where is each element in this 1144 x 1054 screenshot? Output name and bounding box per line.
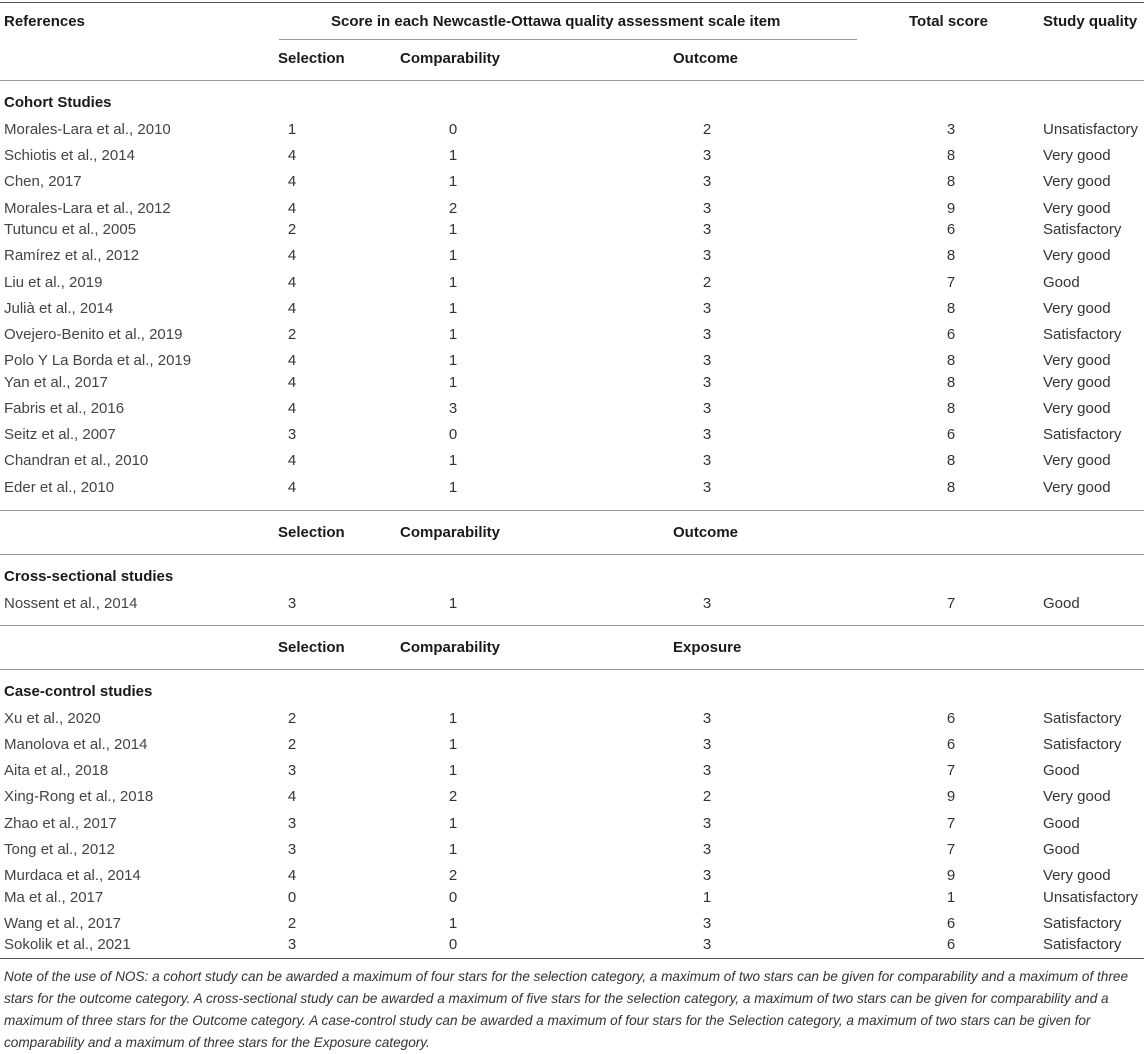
reference-cell: Morales-Lara et al., 2012 bbox=[4, 200, 171, 217]
table-row bbox=[0, 784, 1144, 810]
reference-cell: Chen, 2017 bbox=[4, 173, 82, 190]
total-score-cell: 7 bbox=[946, 815, 956, 832]
reference-cell: Manolova et al., 2014 bbox=[4, 736, 148, 753]
outcome-cell: 3 bbox=[702, 762, 712, 779]
total-score-cell: 9 bbox=[946, 200, 956, 217]
header-study-quality: Study quality bbox=[1043, 13, 1138, 30]
study-quality-cell: Very good bbox=[1043, 452, 1111, 469]
reference-cell: Yan et al., 2017 bbox=[4, 374, 108, 391]
total-score-cell: 6 bbox=[946, 710, 956, 727]
comparability-cell: 3 bbox=[448, 400, 458, 417]
cc-section-title-row bbox=[0, 679, 1144, 705]
total-score-cell: 9 bbox=[946, 788, 956, 805]
study-quality-cell: Very good bbox=[1043, 479, 1111, 496]
table-row bbox=[0, 422, 1144, 448]
table-row bbox=[0, 296, 1144, 322]
selection-cell: 3 bbox=[287, 841, 297, 858]
outcome-cell: 3 bbox=[702, 595, 712, 612]
reference-cell: Aita et al., 2018 bbox=[4, 762, 109, 779]
outcome-cell: 3 bbox=[702, 867, 712, 884]
study-quality-cell: Satisfactory bbox=[1043, 326, 1122, 343]
outcome-cell: 3 bbox=[702, 221, 712, 238]
selection-cell: 3 bbox=[287, 762, 297, 779]
comparability-cell: 1 bbox=[448, 479, 458, 496]
selection-cell: 4 bbox=[287, 479, 297, 496]
comparability-cell: 1 bbox=[448, 326, 458, 343]
comparability-cell: 1 bbox=[448, 710, 458, 727]
reference-cell: Ma et al., 2017 bbox=[4, 889, 104, 906]
comparability-cell: 1 bbox=[448, 247, 458, 264]
cross-subheader-rule bbox=[0, 554, 1144, 555]
reference-cell: Xu et al., 2020 bbox=[4, 710, 101, 727]
total-score-cell: 7 bbox=[946, 841, 956, 858]
comparability-cell: 0 bbox=[448, 936, 458, 953]
comparability-cell: 1 bbox=[448, 841, 458, 858]
selection-cell: 4 bbox=[287, 374, 297, 391]
outcome-cell: 3 bbox=[702, 147, 712, 164]
score-group-rule bbox=[279, 39, 857, 40]
reference-cell: Tong et al., 2012 bbox=[4, 841, 115, 858]
outcome-cell: 3 bbox=[702, 300, 712, 317]
selection-cell: 0 bbox=[287, 889, 297, 906]
outcome-cell: 3 bbox=[702, 326, 712, 343]
outcome-cell: 3 bbox=[702, 479, 712, 496]
comparability-cell: 0 bbox=[448, 121, 458, 138]
study-quality-cell: Satisfactory bbox=[1043, 710, 1122, 727]
reference-cell: Sokolik et al., 2021 bbox=[4, 936, 131, 953]
total-score-cell: 1 bbox=[946, 889, 956, 906]
comparability-cell: 1 bbox=[448, 352, 458, 369]
comparability-cell: 1 bbox=[448, 762, 458, 779]
header-score-group: Score in each Newcastle-Ottawa quality assessment scale item bbox=[331, 13, 781, 30]
table-row bbox=[0, 885, 1144, 911]
cc-header-comparability: Comparability bbox=[400, 639, 501, 656]
total-score-cell: 8 bbox=[946, 300, 956, 317]
outcome-cell: 3 bbox=[702, 736, 712, 753]
total-score-cell: 7 bbox=[946, 595, 956, 612]
table-row bbox=[0, 591, 1144, 617]
cohort-bottom-rule bbox=[0, 510, 1144, 511]
outcome-cell: 3 bbox=[702, 200, 712, 217]
comparability-cell: 1 bbox=[448, 736, 458, 753]
header-outcome: Outcome bbox=[673, 50, 739, 67]
selection-cell: 4 bbox=[287, 274, 297, 291]
cohort-section-title: Cohort Studies bbox=[4, 94, 112, 111]
table-row bbox=[0, 169, 1144, 195]
study-quality-cell: Satisfactory bbox=[1043, 936, 1122, 953]
outcome-cell: 2 bbox=[702, 788, 712, 805]
study-quality-cell: Very good bbox=[1043, 867, 1111, 884]
selection-cell: 3 bbox=[287, 426, 297, 443]
comparability-cell: 1 bbox=[448, 374, 458, 391]
header-selection: Selection bbox=[278, 50, 345, 67]
study-quality-cell: Unsatisfactory bbox=[1043, 889, 1139, 906]
outcome-cell: 1 bbox=[702, 889, 712, 906]
reference-cell: Wang et al., 2017 bbox=[4, 915, 122, 932]
selection-cell: 1 bbox=[287, 121, 297, 138]
study-quality-cell: Very good bbox=[1043, 173, 1111, 190]
table-top-rule bbox=[0, 2, 1144, 3]
selection-cell: 4 bbox=[287, 200, 297, 217]
study-quality-cell: Good bbox=[1043, 815, 1080, 832]
cross-header-selection: Selection bbox=[278, 524, 345, 541]
outcome-cell: 3 bbox=[702, 452, 712, 469]
selection-cell: 3 bbox=[287, 815, 297, 832]
comparability-cell: 1 bbox=[448, 274, 458, 291]
table-row bbox=[0, 370, 1144, 396]
reference-cell: Fabris et al., 2016 bbox=[4, 400, 125, 417]
cc-subheader-rule bbox=[0, 669, 1144, 670]
table-row bbox=[0, 811, 1144, 837]
outcome-cell: 3 bbox=[702, 915, 712, 932]
selection-cell: 2 bbox=[287, 915, 297, 932]
total-score-cell: 9 bbox=[946, 867, 956, 884]
total-score-cell: 8 bbox=[946, 173, 956, 190]
reference-cell: Morales-Lara et al., 2010 bbox=[4, 121, 171, 138]
comparability-cell: 2 bbox=[448, 867, 458, 884]
total-score-cell: 7 bbox=[946, 762, 956, 779]
study-quality-cell: Very good bbox=[1043, 400, 1111, 417]
cc-header-selection: Selection bbox=[278, 639, 345, 656]
selection-cell: 4 bbox=[287, 352, 297, 369]
total-score-cell: 6 bbox=[946, 936, 956, 953]
study-quality-cell: Unsatisfactory bbox=[1043, 121, 1139, 138]
reference-cell: Polo Y La Borda et al., 2019 bbox=[4, 352, 192, 369]
study-quality-cell: Good bbox=[1043, 595, 1080, 612]
comparability-cell: 1 bbox=[448, 173, 458, 190]
reference-cell: Chandran et al., 2010 bbox=[4, 452, 149, 469]
study-quality-cell: Good bbox=[1043, 841, 1080, 858]
cc-subheader-row bbox=[0, 635, 1144, 661]
cross-subheader-row bbox=[0, 520, 1144, 546]
total-score-cell: 8 bbox=[946, 247, 956, 264]
header-total-score: Total score bbox=[909, 13, 988, 30]
total-score-cell: 8 bbox=[946, 374, 956, 391]
comparability-cell: 1 bbox=[448, 221, 458, 238]
outcome-cell: 3 bbox=[702, 247, 712, 264]
study-quality-cell: Satisfactory bbox=[1043, 426, 1122, 443]
selection-cell: 2 bbox=[287, 736, 297, 753]
study-quality-cell: Good bbox=[1043, 274, 1080, 291]
outcome-cell: 3 bbox=[702, 426, 712, 443]
study-quality-cell: Satisfactory bbox=[1043, 915, 1122, 932]
table-footnote: Note of the use of NOS: a cohort study can be awarded a maximum of four stars for the selection category, a maximum of two stars can be given for comparability and a maximum of three stars for the outcome category. A cross-sectional study can be awarded a maximum of five stars for the selection category, a maximum of two stars can be given for comparability and a maximum of three stars for the Outcome category. A case-control study can be awarded a maximum of four stars for the Selection category, a maximum of two stars can be given for comparability and a maximum of three stars for the Exposure category. bbox=[4, 969, 1129, 1050]
total-score-cell: 3 bbox=[946, 121, 956, 138]
reference-cell: Ramírez et al., 2012 bbox=[4, 247, 140, 264]
selection-cell: 2 bbox=[287, 221, 297, 238]
reference-cell: Julià et al., 2014 bbox=[4, 300, 114, 317]
header-references: References bbox=[4, 13, 85, 30]
comparability-cell: 2 bbox=[448, 788, 458, 805]
table-row bbox=[0, 270, 1144, 296]
reference-cell: Zhao et al., 2017 bbox=[4, 815, 117, 832]
table-row bbox=[0, 143, 1144, 169]
selection-cell: 4 bbox=[287, 788, 297, 805]
selection-cell: 3 bbox=[287, 595, 297, 612]
comparability-cell: 1 bbox=[448, 915, 458, 932]
study-quality-cell: Satisfactory bbox=[1043, 221, 1122, 238]
outcome-cell: 3 bbox=[702, 374, 712, 391]
study-quality-cell: Very good bbox=[1043, 147, 1111, 164]
reference-cell: Eder et al., 2010 bbox=[4, 479, 115, 496]
total-score-cell: 8 bbox=[946, 400, 956, 417]
comparability-cell: 2 bbox=[448, 200, 458, 217]
cc-section-title: Case-control studies bbox=[4, 683, 153, 700]
study-quality-cell: Very good bbox=[1043, 200, 1111, 217]
reference-cell: Nossent et al., 2014 bbox=[4, 595, 138, 612]
reference-cell: Seitz et al., 2007 bbox=[4, 426, 116, 443]
reference-cell: Murdaca et al., 2014 bbox=[4, 867, 141, 884]
outcome-cell: 3 bbox=[702, 710, 712, 727]
reference-cell: Ovejero-Benito et al., 2019 bbox=[4, 326, 183, 343]
reference-cell: Schiotis et al., 2014 bbox=[4, 147, 135, 164]
table-row bbox=[0, 706, 1144, 732]
selection-cell: 4 bbox=[287, 452, 297, 469]
comparability-cell: 0 bbox=[448, 889, 458, 906]
selection-cell: 4 bbox=[287, 867, 297, 884]
cross-header-comparability: Comparability bbox=[400, 524, 501, 541]
outcome-cell: 3 bbox=[702, 815, 712, 832]
outcome-cell: 3 bbox=[702, 352, 712, 369]
header-comparability: Comparability bbox=[400, 50, 501, 67]
total-score-cell: 8 bbox=[946, 452, 956, 469]
study-quality-cell: Very good bbox=[1043, 352, 1111, 369]
table-row bbox=[0, 217, 1144, 243]
outcome-cell: 2 bbox=[702, 121, 712, 138]
total-score-cell: 6 bbox=[946, 426, 956, 443]
comparability-cell: 1 bbox=[448, 147, 458, 164]
total-score-cell: 6 bbox=[946, 915, 956, 932]
table-bottom-rule bbox=[0, 958, 1144, 959]
selection-cell: 3 bbox=[287, 936, 297, 953]
outcome-cell: 3 bbox=[702, 841, 712, 858]
selection-cell: 4 bbox=[287, 247, 297, 264]
selection-cell: 4 bbox=[287, 147, 297, 164]
study-quality-cell: Very good bbox=[1043, 374, 1111, 391]
table-row bbox=[0, 322, 1144, 348]
study-quality-cell: Good bbox=[1043, 762, 1080, 779]
table-row bbox=[0, 932, 1144, 958]
reference-cell: Xing-Rong et al., 2018 bbox=[4, 788, 154, 805]
total-score-cell: 6 bbox=[946, 326, 956, 343]
cohort-section-title-row bbox=[0, 90, 1144, 116]
header-row bbox=[0, 9, 1144, 35]
total-score-cell: 6 bbox=[946, 736, 956, 753]
table-row bbox=[0, 475, 1144, 501]
study-quality-cell: Very good bbox=[1043, 300, 1111, 317]
cc-header-exposure: Exposure bbox=[673, 639, 742, 656]
cross-bottom-rule bbox=[0, 625, 1144, 626]
table-row bbox=[0, 243, 1144, 269]
cross-section-title-row bbox=[0, 564, 1144, 590]
selection-cell: 4 bbox=[287, 300, 297, 317]
subheader-row bbox=[0, 46, 1144, 72]
table-row bbox=[0, 117, 1144, 143]
study-quality-cell: Satisfactory bbox=[1043, 736, 1122, 753]
reference-cell: Liu et al., 2019 bbox=[4, 274, 103, 291]
study-quality-cell: Very good bbox=[1043, 788, 1111, 805]
table-row bbox=[0, 448, 1144, 474]
cross-header-outcome: Outcome bbox=[673, 524, 739, 541]
comparability-cell: 1 bbox=[448, 595, 458, 612]
comparability-cell: 1 bbox=[448, 452, 458, 469]
cross-section-title: Cross-sectional studies bbox=[4, 568, 174, 585]
outcome-cell: 3 bbox=[702, 936, 712, 953]
selection-cell: 4 bbox=[287, 400, 297, 417]
comparability-cell: 1 bbox=[448, 300, 458, 317]
selection-cell: 2 bbox=[287, 710, 297, 727]
total-score-cell: 8 bbox=[946, 352, 956, 369]
table-row bbox=[0, 732, 1144, 758]
header-bottom-rule bbox=[0, 80, 1144, 81]
outcome-cell: 3 bbox=[702, 173, 712, 190]
selection-cell: 2 bbox=[287, 326, 297, 343]
total-score-cell: 7 bbox=[946, 274, 956, 291]
total-score-cell: 6 bbox=[946, 221, 956, 238]
comparability-cell: 1 bbox=[448, 815, 458, 832]
table-row bbox=[0, 396, 1144, 422]
outcome-cell: 3 bbox=[702, 400, 712, 417]
table-row bbox=[0, 758, 1144, 784]
outcome-cell: 2 bbox=[702, 274, 712, 291]
total-score-cell: 8 bbox=[946, 479, 956, 496]
reference-cell: Tutuncu et al., 2005 bbox=[4, 221, 137, 238]
comparability-cell: 0 bbox=[448, 426, 458, 443]
total-score-cell: 8 bbox=[946, 147, 956, 164]
study-quality-cell: Very good bbox=[1043, 247, 1111, 264]
table-row bbox=[0, 837, 1144, 863]
selection-cell: 4 bbox=[287, 173, 297, 190]
